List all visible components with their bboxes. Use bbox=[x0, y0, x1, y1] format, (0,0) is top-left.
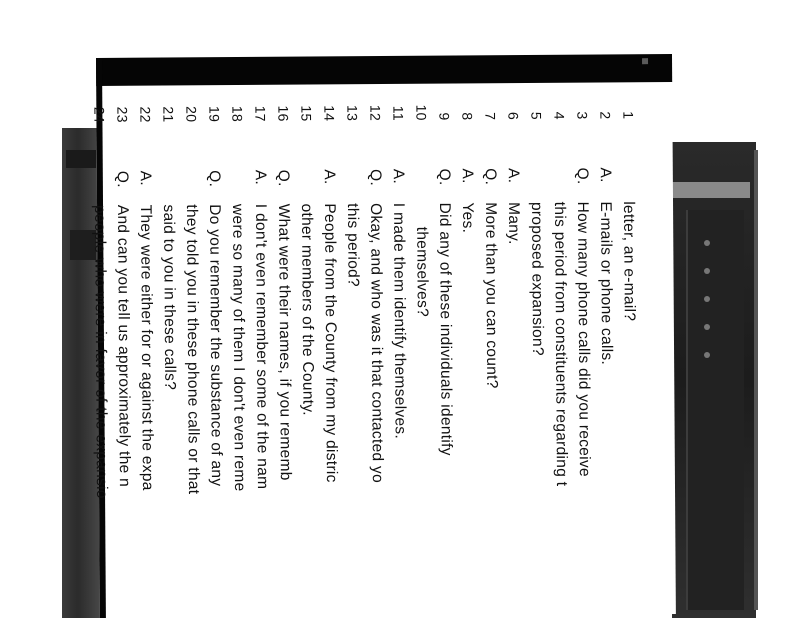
line-text: they told you in these phone calls or that bbox=[183, 204, 203, 495]
transcript-line bbox=[179, 100, 206, 640]
transcript-line bbox=[616, 97, 643, 637]
line-text: I don't even remember some of the nam bbox=[252, 203, 272, 490]
dot-icon bbox=[704, 324, 710, 330]
transcript-line bbox=[386, 99, 413, 639]
line-text: Did any of these individuals identify bbox=[436, 202, 455, 456]
transcript-line bbox=[133, 101, 160, 641]
speaker-label: Q. bbox=[205, 170, 223, 188]
line-number: 15 bbox=[298, 105, 315, 122]
line-text: other members of the County. bbox=[298, 203, 317, 416]
line-text: letter, an e-mail? bbox=[620, 201, 638, 322]
line-number: 9 bbox=[436, 112, 453, 121]
transcript-line bbox=[547, 98, 574, 638]
line-text: Yes. bbox=[459, 202, 477, 234]
line-number: 2 bbox=[597, 111, 614, 120]
line-number: 11 bbox=[390, 105, 407, 121]
transcript-line bbox=[570, 98, 597, 638]
line-text: this period from constituents regarding t bbox=[551, 201, 571, 487]
speaker-label: A. bbox=[251, 169, 269, 186]
line-number: 20 bbox=[183, 106, 200, 123]
transcript-line bbox=[248, 100, 275, 640]
line-text: were so many of them I don't even reme bbox=[229, 203, 249, 492]
transcript-body bbox=[91, 97, 643, 640]
dot-icon bbox=[704, 240, 710, 246]
page-corner-mark bbox=[642, 58, 648, 64]
background-gray-band bbox=[672, 182, 750, 198]
line-number: 6 bbox=[505, 111, 522, 121]
speaker-label: A. bbox=[458, 168, 476, 184]
transcript-line bbox=[432, 98, 459, 638]
line-number: 24 bbox=[91, 106, 108, 124]
transcript-line bbox=[271, 100, 298, 640]
line-number: 14 bbox=[321, 105, 338, 122]
transcript-line bbox=[156, 100, 183, 640]
transcript-line bbox=[593, 97, 620, 637]
transcript-line bbox=[110, 101, 137, 641]
line-text: More than you can count? bbox=[482, 202, 501, 389]
transcript-line bbox=[340, 99, 367, 639]
background-dots bbox=[700, 240, 714, 380]
line-text: proposed expansion? bbox=[528, 201, 547, 356]
transcript-line bbox=[317, 99, 344, 639]
line-text: themselves? bbox=[413, 226, 431, 318]
line-number: 21 bbox=[160, 106, 177, 123]
line-text: And can you tell us approximately the n bbox=[114, 204, 133, 488]
speaker-label: Q. bbox=[481, 168, 499, 186]
page-top-shadow bbox=[96, 54, 672, 86]
transcript-line bbox=[294, 99, 321, 639]
line-number: 13 bbox=[344, 104, 361, 122]
dot-icon bbox=[704, 352, 710, 358]
speaker-label: Q. bbox=[435, 168, 453, 186]
line-number: 7 bbox=[482, 112, 499, 121]
speaker-label: Q. bbox=[113, 170, 131, 188]
line-text: They were either for or against the expa bbox=[137, 204, 157, 491]
line-number: 4 bbox=[551, 111, 568, 120]
line-text: How many phone calls did you receive bbox=[574, 201, 593, 477]
transcript-line bbox=[455, 98, 482, 638]
speaker-label: A. bbox=[596, 167, 614, 183]
speaker-label: Q. bbox=[573, 167, 591, 185]
speaker-label: A. bbox=[320, 169, 338, 185]
speaker-label: A. bbox=[136, 170, 154, 186]
transcript-line bbox=[524, 98, 551, 638]
line-number: 16 bbox=[275, 105, 292, 122]
transcript-line bbox=[363, 99, 390, 639]
line-number: 3 bbox=[574, 111, 591, 120]
transcript-line bbox=[225, 100, 252, 640]
line-number: 12 bbox=[367, 104, 384, 122]
speaker-label: A. bbox=[389, 168, 407, 185]
background-panel-right bbox=[686, 210, 744, 610]
line-text: people who were in favor of the expansio bbox=[91, 204, 111, 499]
line-text: People from the County from my distric bbox=[321, 203, 340, 483]
transcript-line bbox=[501, 98, 528, 638]
transcript-line bbox=[478, 98, 505, 638]
speaker-label: A. bbox=[504, 168, 522, 184]
line-text: Okay, and who was it that contacted yo bbox=[367, 202, 386, 484]
line-number: 23 bbox=[114, 106, 131, 123]
speaker-label: Q. bbox=[274, 169, 292, 187]
line-text: I made them identify themselves. bbox=[390, 202, 409, 440]
transcript-line bbox=[409, 99, 436, 639]
line-number: 5 bbox=[528, 111, 545, 120]
line-text: said to you in these calls? bbox=[160, 204, 179, 391]
line-text: What were their names, if you rememb bbox=[275, 203, 294, 481]
transcript-page bbox=[91, 54, 676, 618]
speaker-label: Q. bbox=[366, 168, 384, 187]
line-number: 17 bbox=[252, 105, 269, 122]
line-text: Do you remember the substance of any bbox=[206, 204, 225, 487]
line-number: 8 bbox=[459, 112, 476, 121]
line-number: 19 bbox=[206, 105, 223, 123]
background-edge-line bbox=[754, 150, 758, 610]
transcript-line bbox=[87, 101, 114, 641]
line-number: 1 bbox=[620, 111, 637, 120]
line-text: Many. bbox=[505, 202, 523, 245]
line-number: 18 bbox=[229, 105, 246, 123]
line-text: this period? bbox=[344, 203, 362, 288]
line-text: E-mails or phone calls. bbox=[597, 201, 616, 366]
dot-icon bbox=[704, 296, 710, 302]
dot-icon bbox=[704, 268, 710, 274]
line-number: 22 bbox=[137, 106, 154, 123]
line-number: 10 bbox=[413, 104, 430, 121]
transcript-line bbox=[202, 100, 229, 640]
